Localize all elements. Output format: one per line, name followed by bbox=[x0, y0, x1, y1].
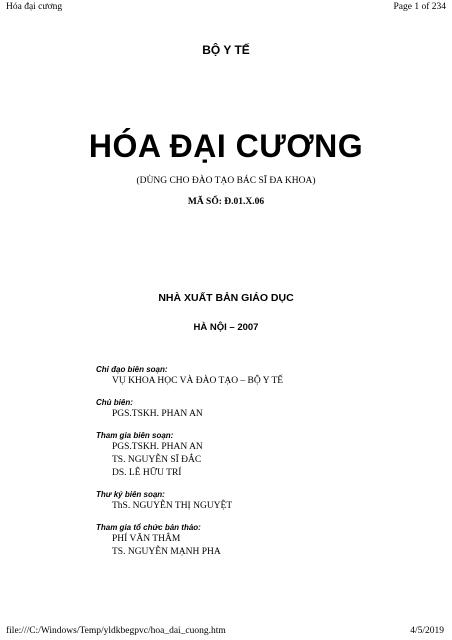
credit-label: Chủ biên: bbox=[96, 398, 133, 407]
publication-place-year: HÀ NỘI – 2007 bbox=[193, 322, 259, 333]
credit-name: PHÍ VĂN THÂM bbox=[112, 534, 181, 544]
credit-contributors bbox=[96, 430, 426, 480]
book-title: HÓA ĐẠI CƯƠNG bbox=[88, 128, 364, 164]
page-header-title: Hóa đại cương bbox=[6, 2, 63, 12]
credit-name: PGS.TSKH. PHAN AN bbox=[112, 442, 203, 452]
credit-label: Thư ký biên soạn: bbox=[96, 490, 165, 499]
credit-chief-editor bbox=[96, 397, 426, 421]
publisher-name: NHÀ XUẤT BẢN GIÁO DỤC bbox=[158, 292, 294, 304]
page-footer-url: file:///C:/Windows/Temp/yldkbegpvc/hoa_dai_cuong.htm bbox=[6, 626, 226, 636]
credit-name: PGS.TSKH. PHAN AN bbox=[112, 409, 203, 419]
credit-secretary bbox=[96, 489, 426, 513]
credit-label: Chỉ đạo biên soạn: bbox=[96, 365, 168, 374]
credits-section bbox=[96, 364, 426, 568]
book-subtitle: (DÙNG CHO ĐÀO TẠO BÁC SĨ ĐA KHOA) bbox=[136, 176, 316, 186]
page-number: Page 1 of 234 bbox=[393, 2, 446, 12]
page-footer-date: 4/5/2019 bbox=[410, 626, 444, 636]
credit-label: Tham gia biên soạn: bbox=[96, 431, 174, 440]
credit-name: TS. NGUYỄN SĨ ĐẮC bbox=[112, 455, 202, 465]
credit-name: VỤ KHOA HỌC VÀ ĐÀO TẠO – BỘ Y TẾ bbox=[112, 376, 284, 386]
credit-manuscript-organizers bbox=[96, 522, 426, 559]
book-code: MÃ SỐ: Đ.01.X.06 bbox=[187, 197, 265, 207]
credit-name: ThS. NGUYỄN THỊ NGUYỆT bbox=[112, 501, 233, 511]
credit-label: Tham gia tổ chức bản thảo: bbox=[96, 523, 201, 532]
ministry-name: BỘ Y TẾ bbox=[202, 43, 250, 57]
credit-name: DS. LÊ HỮU TRÍ bbox=[112, 468, 182, 478]
credit-name: TS. NGUYỄN MẠNH PHA bbox=[112, 547, 221, 557]
credit-direction bbox=[96, 364, 426, 388]
